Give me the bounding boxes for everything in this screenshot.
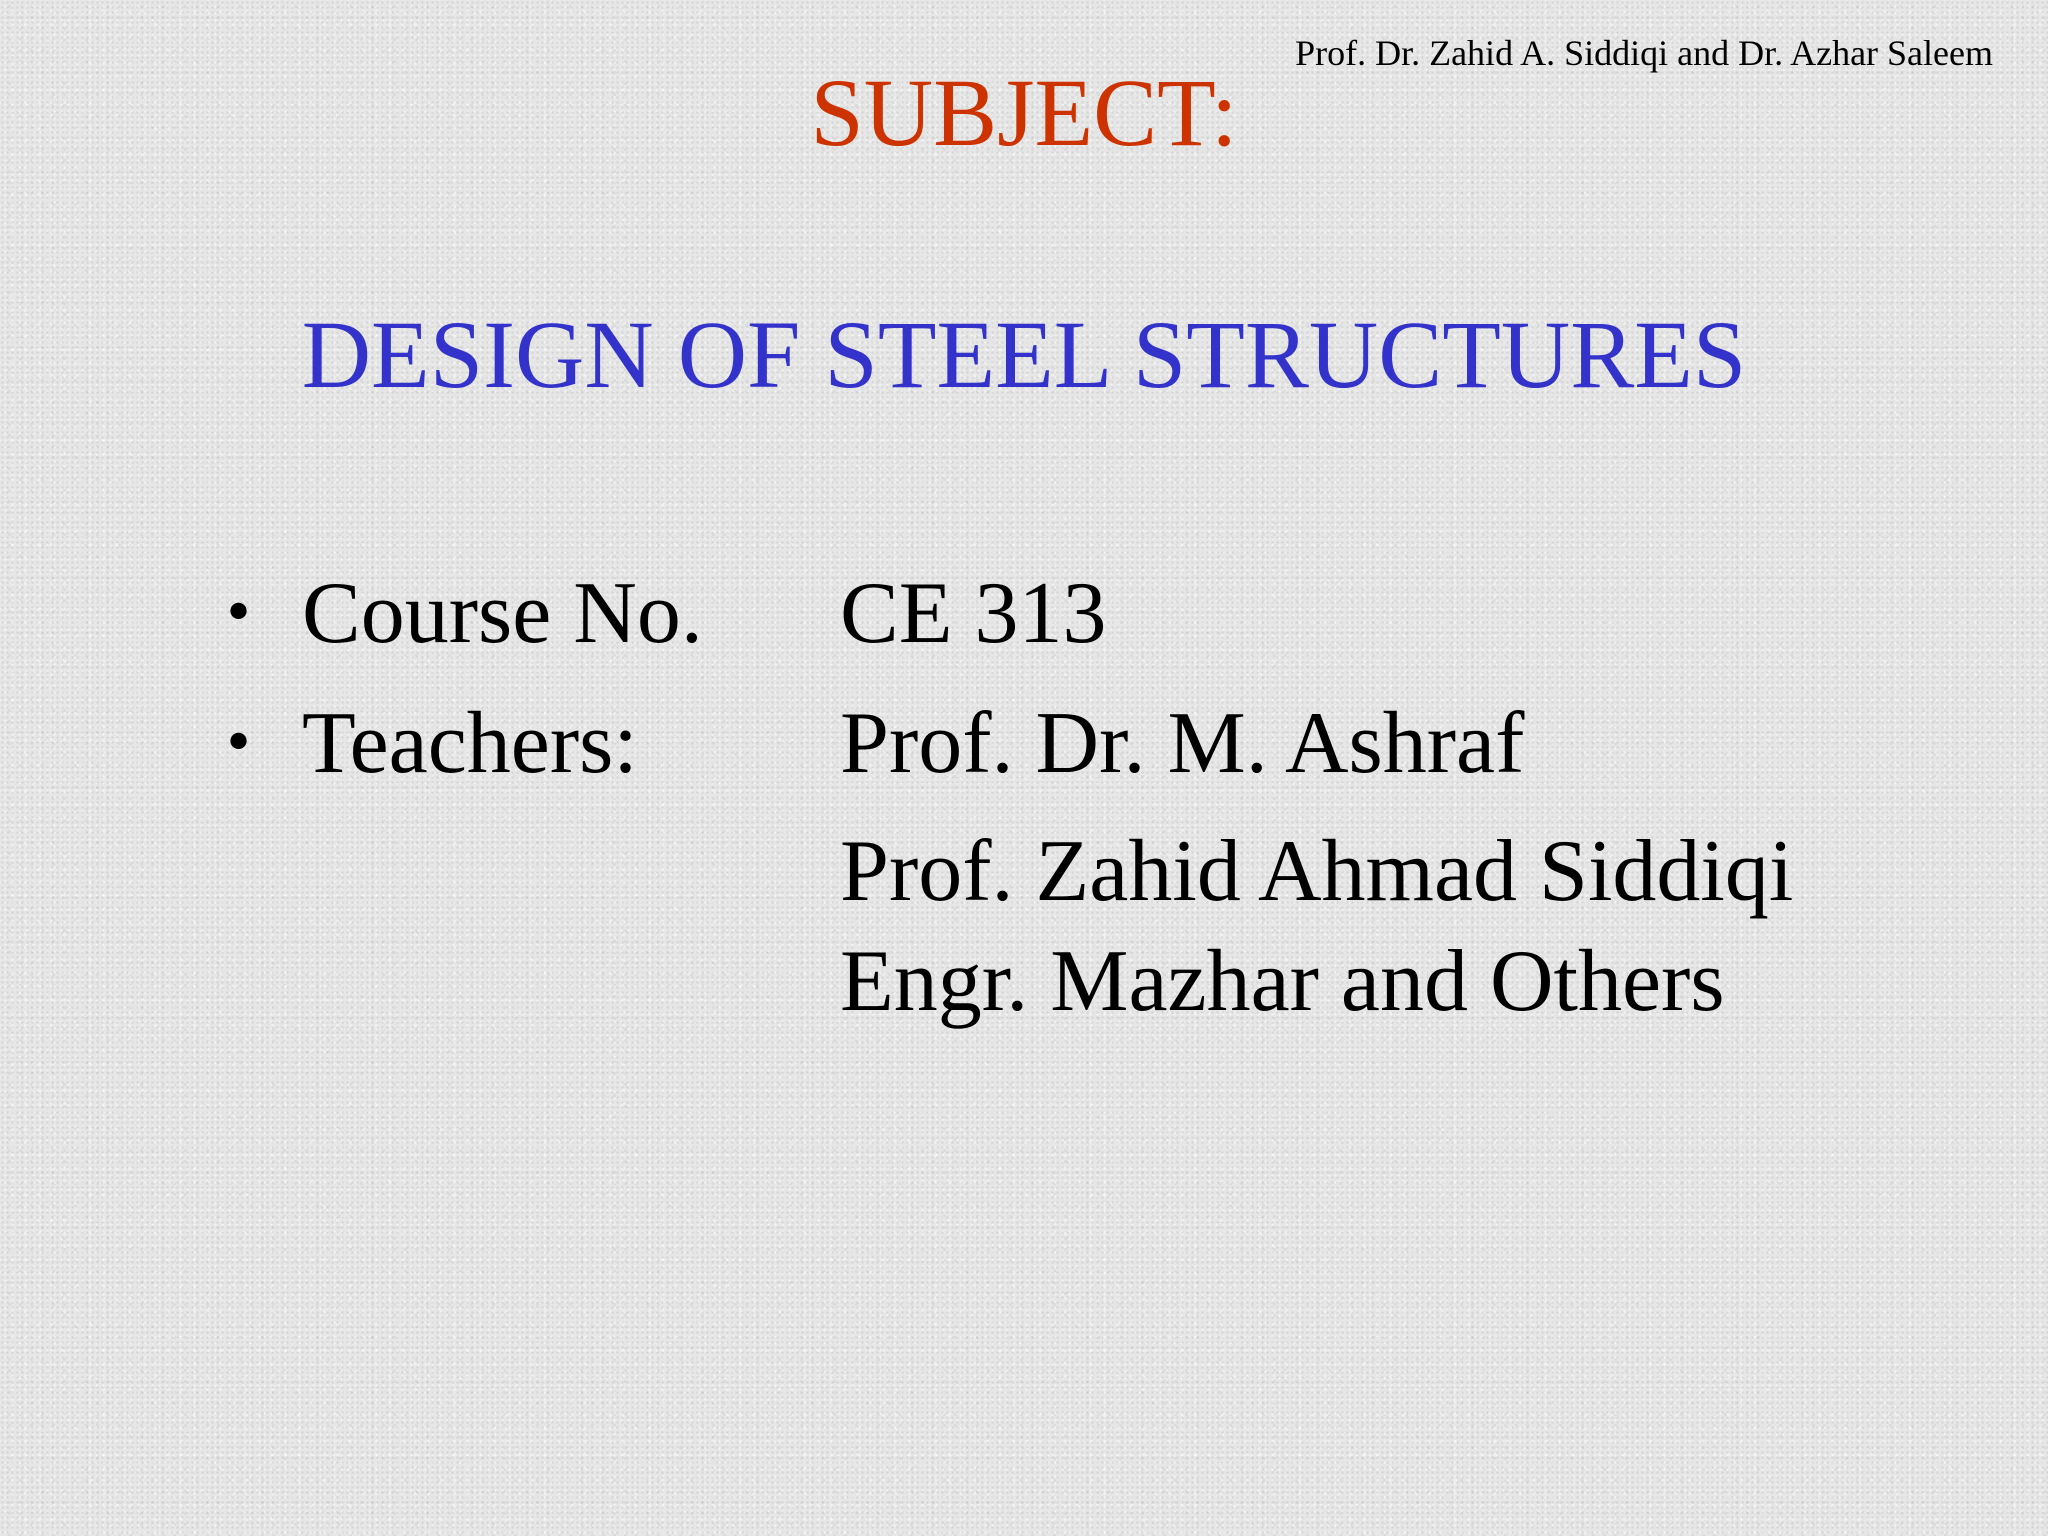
- course-no-value: CE 313: [840, 565, 1107, 662]
- bullet-icon: •: [222, 711, 256, 776]
- teacher-name: Engr. Mazhar and Others: [840, 933, 1725, 1030]
- author-credit: Prof. Dr. Zahid A. Siddiqi and Dr. Azhar Saleem: [1295, 33, 1993, 73]
- teachers-label: Teachers:: [302, 695, 638, 792]
- course-no-label: Course No.: [302, 565, 703, 662]
- teacher-name: Prof. Dr. M. Ashraf: [840, 695, 1525, 792]
- course-title: DESIGN OF STEEL STRUCTURES: [301, 301, 1747, 408]
- subject-heading: SUBJECT:: [810, 59, 1238, 166]
- bullet-icon: •: [222, 581, 256, 646]
- teacher-name: Prof. Zahid Ahmad Siddiqi: [840, 823, 1794, 920]
